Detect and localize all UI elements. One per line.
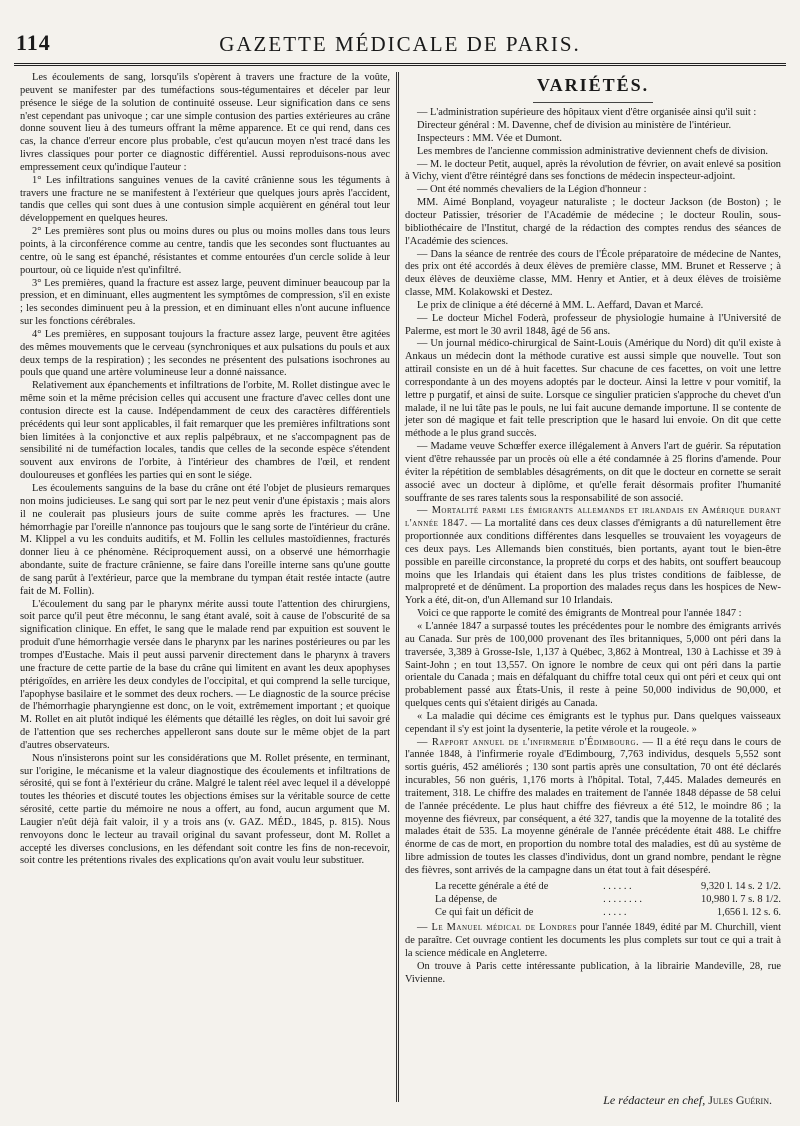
paragraph: 2° Les premières sont plus ou moins dures ou plus ou moins molles dans tous leurs points, à la circonférence comme au centre, tandis que les secondes sont fluctuantes au centre, où le sang est épanché, résistantes et comme entourées d'un cercle solide à leur pourtour, où ce liquide n'est qu'infiltré. [20, 226, 390, 276]
right-column [405, 72, 781, 987]
editor-signature [603, 1093, 772, 1108]
budget-dots: . . . . . . . . [603, 893, 643, 905]
legion-intro: — Ont été nommés chevaliers de la Légion d'honneur : [417, 184, 647, 196]
paragraph: Les écoulements sanguins de la base du crâne ont été l'objet de plusieurs remarques non moins judicieuses. Le sang qui sort par le nez peut venir d'une épistaxis ; mais alors il ne coulerait pas plusieurs jours de suite comme après les fractures. — Une hémorrhagie par l'oreille n'annonce pas toujours que le sang sorte de l'intérieur du crâne. M. Klippel a vu les conduits auditifs, et M. Follin les cellules mastoïdiennes, fracturés donner lieu à ce phénomène. Réciproquement aussi, on a observé une hémorrhagie abondante, suite de fracture crânienne, se faire dans l'oreille interne sans qu'une goutte de sang parût à l'extérieur, parce que la membrane du tympan était restée intacte (autre fait de M. Follin). [20, 483, 390, 597]
fodera-paragraph: — Le docteur Michel Foderà, professeur de physiologie humaine à l'Université de Palerme, est mort le 30 avril 1848, âgé de 56 ans. [405, 312, 781, 337]
admin-director: Directeur général : M. Davenne, chef de division au ministère de l'intérieur. [417, 120, 732, 132]
edimbourg-paragraph [405, 737, 781, 878]
saint-louis-paragraph: — Un journal médico-chirurgical de Saint-Louis (Amérique du Nord) dit qu'il existe à Ankaus un médecin dont la méthode curative est aussi simple que nouvelle. Tout son attirail consiste en un dé à huit facettes. Sur chacune de ces facettes, on voit une lettre correspondante à un des moyens adoptés par le docteur. Ainsi la lettre v pour vomitif, la lettre p purgatif, et ainsi de suite. Lorsque ce singulier praticien s'approche du chevet d'un malade, il ne lui tâte pas le pouls, ne lui fait aucune demande importune. Il se contente de jeter son dé magique et fait telle prescription que le hasard lui envoie. On dit que cette méthode a le plus grand succès. [405, 338, 781, 440]
paragraph: Relativement aux épanchements et infiltrations de l'orbite, M. Rollet distingue avec le même soin et la même précision celles qui accusent une fracture d'avec celles dont une contusion directe est la cause. Indépendamment de ceux des caractères différentiels précédents qui leur sont applicables, il fait remarquer que les premières infiltrations sont bien limitées à la conjonctive et aux replis palpébraux, et ne s'accompagnent pas de sensibilité ni de tuméfaction locales, tandis que celles de la seconde espèce s'étendent souvent aux environs de l'orbite, à l'intérieur des chambres de l'œil, et rendent douloureuses et gonflées les parties qui en sont le siége. [20, 380, 390, 482]
mortalite-text: — La mortalité dans ces deux classes d'émigrants a dû naturellement être proportionnée aux conditions différentes dans lesquelles se trouvaient les voyageurs de ces deux pays. Les Allemands bien constitués, bien portants, ayant tout le bien-être possible en pareille circonstance, la propreté du corps et des habits, ont souffert beaucoup moins que les Irlandais qui étaient dans les plus tristes conditions de faiblesse, de malpropreté et de dénûment. La proportion des malades reçus dans les hospices de New-York a été, dit-on, d'un Allemand sur 10 Irlandais. [405, 518, 781, 607]
montreal-intro: Voici ce que rapporte le comité des émigrants de Montreal pour l'année 1847 : [417, 608, 742, 620]
paragraph: 3° Les premières, quand la fracture est assez large, peuvent diminuer beaucoup par la pression, et en diminuant, elles augmentent les symptômes de compression, s'il en existe ; les secondes diminuent peu à la pression, et en diminuant elles n'ont aucune influence sur les fonctions cérébrales. [20, 277, 390, 328]
montreal-quote: « L'année 1847 a surpassé toutes les précédentes pour le nombre des émigrants arrivés au Canada. Sur près de 100,000 provenant des îles britanniques, 5,000 ont péri dans la traversée, 3,389 à Grosse-Isle, 1,137 à Québec, 3,862 à Montreal, 130 à Lachisse et 39 à Saint-John ; en tout 13,557. On ignore le nombre de ceux qui ont péri dans la partie orientale du Canada ; mais en défalquant du chiffre total ceux qui ont péri et ceux qui ont probablement passé aux États-Unis, il reste à peine 50,000 individus de 90,000, et quelques cents qui s'étaient dirigés au Canada. [405, 620, 781, 710]
manuel-paragraph [405, 922, 781, 961]
journal-title: GAZETTE MÉDICALE DE PARIS. [219, 32, 581, 56]
title-rule [533, 102, 653, 103]
budget-dots: . . . . . . [603, 880, 632, 892]
section-title: VARIÉTÉS. [536, 75, 650, 95]
prix-clinique: Le prix de clinique a été décerné à MM. L. Aeffard, Davan et Marcé. [417, 299, 704, 311]
admin-members: Les membres de l'ancienne commission administrative deviennent chefs de division. [417, 145, 769, 157]
budget-row [435, 907, 781, 920]
budget-value: 1,656 l. 12 s. 6. [716, 906, 781, 918]
schoeffer-paragraph: — Madame veuve Schœffer exerce illégalement à Anvers l'art de guérir. Sa réputation vient d'être rehaussée par un procès où elle a été condamnée à 25 florins d'amende. Pour éviter la répétition de semblables désagréments, on dit que le docteur en cornette se serait associé avec un docteur à diplôme, et qu'elle ferait désormais profiter l'humanité souffrante de ses rares talents sous la responsabilité de son associé. [405, 441, 781, 504]
budget-row [435, 881, 781, 894]
signature-name: Jules Guérin. [708, 1093, 772, 1107]
budget-row [435, 894, 781, 907]
nantes-paragraph: — Dans la séance de rentrée des cours de l'École préparatoire de médecine de Nantes, des prix ont été accordés à deux élèves de première classe, MM. Brunet et Resserve ; à deux élèves de deuxième classe, MM. Henry et Antier, et à deux élèves de troisième classe, MM. Kolakowski et Destez. [405, 248, 781, 299]
signature-role: Le rédacteur en chef, [603, 1093, 706, 1107]
budget-label: Ce qui fait un déficit de [435, 906, 534, 918]
paragraph: 1° Les infiltrations sanguines venues de la cavité crânienne sous les téguments à travers une fracture ne se manifestent à l'extérieur que quelques jours après l'accident, tandis que celles qui sont dues à une contusion simple acquièrent en général tout leur développement en quelques heures. [20, 174, 390, 225]
paragraph: Nous n'insisterons point sur les considérations que M. Rollet présente, en terminant, sur l'origine, le mécanisme et la valeur diagnostique des écoulements et infiltrations de sérosité, qui se font à l'extérieur du crâne. Malgré le talent réel avec lequel il a développé toutes les théories et discuté toutes les objections émises sur la véritable source de cette sérosité, cette partie du mémoire ne nous a offert, au fond, aucun argument que M. Laugier n'eût déjà fait valoir, il y a trois ans (v. GAZ. MÉD., 1845, p. 815). Nous renvoyons donc le lecteur au travail original du savant professeur, dont M. Rollet a accepté les diverses conclusions, en les défendant soit contre les fins de non-recevoir, soit contre les prétentions rivales des explications qu'on avait voulu leur substituer. [20, 752, 390, 867]
manuel-text: pour l'année 1849, édité par M. Churchill, vient de paraître. Cet ouvrage contient les documents les plus complets sur tout ce qui a trait à la science médicale en Angleterre. [405, 922, 781, 960]
budget-label: La recette générale a été de [435, 880, 549, 892]
budget-dots: . . . . . [603, 906, 627, 918]
manuel-title: — Le Manuel médical de Londres [417, 922, 577, 934]
mortalite-paragraph [405, 505, 781, 608]
page-number: 114 [16, 30, 51, 55]
edimbourg-text: — Il a été reçu dans le cours de l'année 1848, à l'infirmerie royale d'Edimbourg, 7,763 individus, desquels 5,552 sont sortis guéris, 452 améliorés ; 130 sont partis après une consultation, 70 ont été déclarés incurables, 56 non guéris, 1,176 morts à l'hôpital. Total, 7,445. Malades demeurés en traitement, 318. Le chiffre des malades en traitement de l'année 1848 dépasse de 58 celui de l'année précédente. Le plus haut chiffre des fiévreux a été 512, le moindre 86 ; la moyenne des fiévreux, par conséquent, a été 327, tandis que la moyenne de la totalité des malades était de 535. La moyenne générale de l'année précédente était 488. Le chiffre énorme de cas de mort, en proportion du nombre total des maladies, est dû au système de libre admission de toutes les classes d'individus, dont un grand nombre, pendant le règne des fièvres, sont arrivés de la campagne dans un état tout à fait désespéré. [405, 736, 781, 876]
paragraph: 4° Les premières, en supposant toujours la fracture assez large, peuvent être agitées des mêmes mouvements que le cerveau (synchroniques et aux pulsations du pouls et aux deux temps de la respiration) ; les secondes ne présentent des pulsations isochrones au pouls que quand une artère volumineuse leur a donné naissance. [20, 328, 390, 379]
paragraph: L'écoulement du sang par le pharynx mérite aussi toute l'attention des chirurgiens, soit parce qu'il peut être méconnu, le sang étant avalé, soit à cause de l'obscurité de sa signification clinique. En effet, le sang que le malade rend par expuition est souvent le produit d'une hémorrhagie versée dans le pharynx par les narines postérieures ou par les trompes d'Eustache. Mais il peut aussi parvenir directement dans le pharynx à travers une fracture de cette partie de la base du crâne qui limitent en avant les deux apophyses ptérigoïdes, en arrière les deux condyles de l'occipital, et qui comprend la selle turcique, l'apophyse basilaire et le sommet des deux rochers. — Le diagnostic de la source précise de l'hémorrhagie pharyngienne est donc, on le voit, extrêmement important ; et quoique M. Rollet en ait plutôt indiqué les éléments que détaillé les règles, on doit lui savoir gré de l'attention que ses recherches appelleront sans doute sur le même objet de la part d'autres observateurs. [20, 598, 390, 751]
montreal-quote-2: « La maladie qui décime ces émigrants est le typhus pur. Dans quelques vaisseaux cependant il s'y est joint la dysenterie, la petite vérole et la rougeole. » [405, 710, 781, 735]
edimbourg-title: — Rapport annuel de l'infirmerie d'Édimbourg. [417, 736, 640, 748]
petit-paragraph: — M. le docteur Petit, auquel, après la révolution de février, on avait enlevé sa position à Vichy, vient d'être réintégré dans ses fonctions de médecin inspecteur-adjoint. [405, 158, 781, 183]
left-column [20, 72, 390, 868]
admin-inspectors: Inspecteurs : MM. Vée et Dumont. [417, 132, 562, 144]
header-rule [14, 63, 786, 66]
budget-label: La dépense, de [435, 893, 498, 905]
budget-value: 10,980 l. 7 s. 8 1/2. [701, 893, 781, 905]
manuel-sale: On trouve à Paris cette intéressante publication, à la librairie Mandeville, 28, rue Vivienne. [405, 960, 781, 985]
paragraph: Les écoulements de sang, lorsqu'ils s'opèrent à travers une fracture de la voûte, peuvent se manifester par des tuméfactions sous-tégumentaires et déceler par leur présence le siége de la solution de continuité osseuse. Leur signification dans ce sens n'est cependant pas univoque ; car une simple contusion des parties extérieures au crâne donne souvent lieu à des tumeurs offrant la même apparence. Et ce qui rend, dans ces cas, la chance d'erreur encore plus probable, c'est qu'aucun moyen n'est tracé dans les livres classiques pour porter ce diagnostic différentiel. Aussi reproduisons-nous avec empressement ceux qu'indique l'auteur : [20, 72, 390, 173]
admin-intro: — L'administration supérieure des hôpitaux vient d'être organisée ainsi qu'il suit : [417, 107, 757, 119]
column-divider [396, 72, 399, 1102]
budget-value: 9,320 l. 14 s. 2 1/2. [701, 880, 781, 892]
mortalite-title: — Mortalité parmi les émigrants allemands et irlandais en Amérique durant l'année 1847. [405, 505, 781, 530]
budget-table [435, 881, 781, 920]
legion-names: MM. Aimé Bonpland, voyageur naturaliste ; le docteur Jackson (de Boston) ; le docteur Patissier, trésorier de l'Académie de médecine ; le docteur Roulin, sous-bibliothécaire de l'Institut, chargé de la rédaction des comptes rendus des séances de l'Académie des sciences. [405, 197, 781, 247]
